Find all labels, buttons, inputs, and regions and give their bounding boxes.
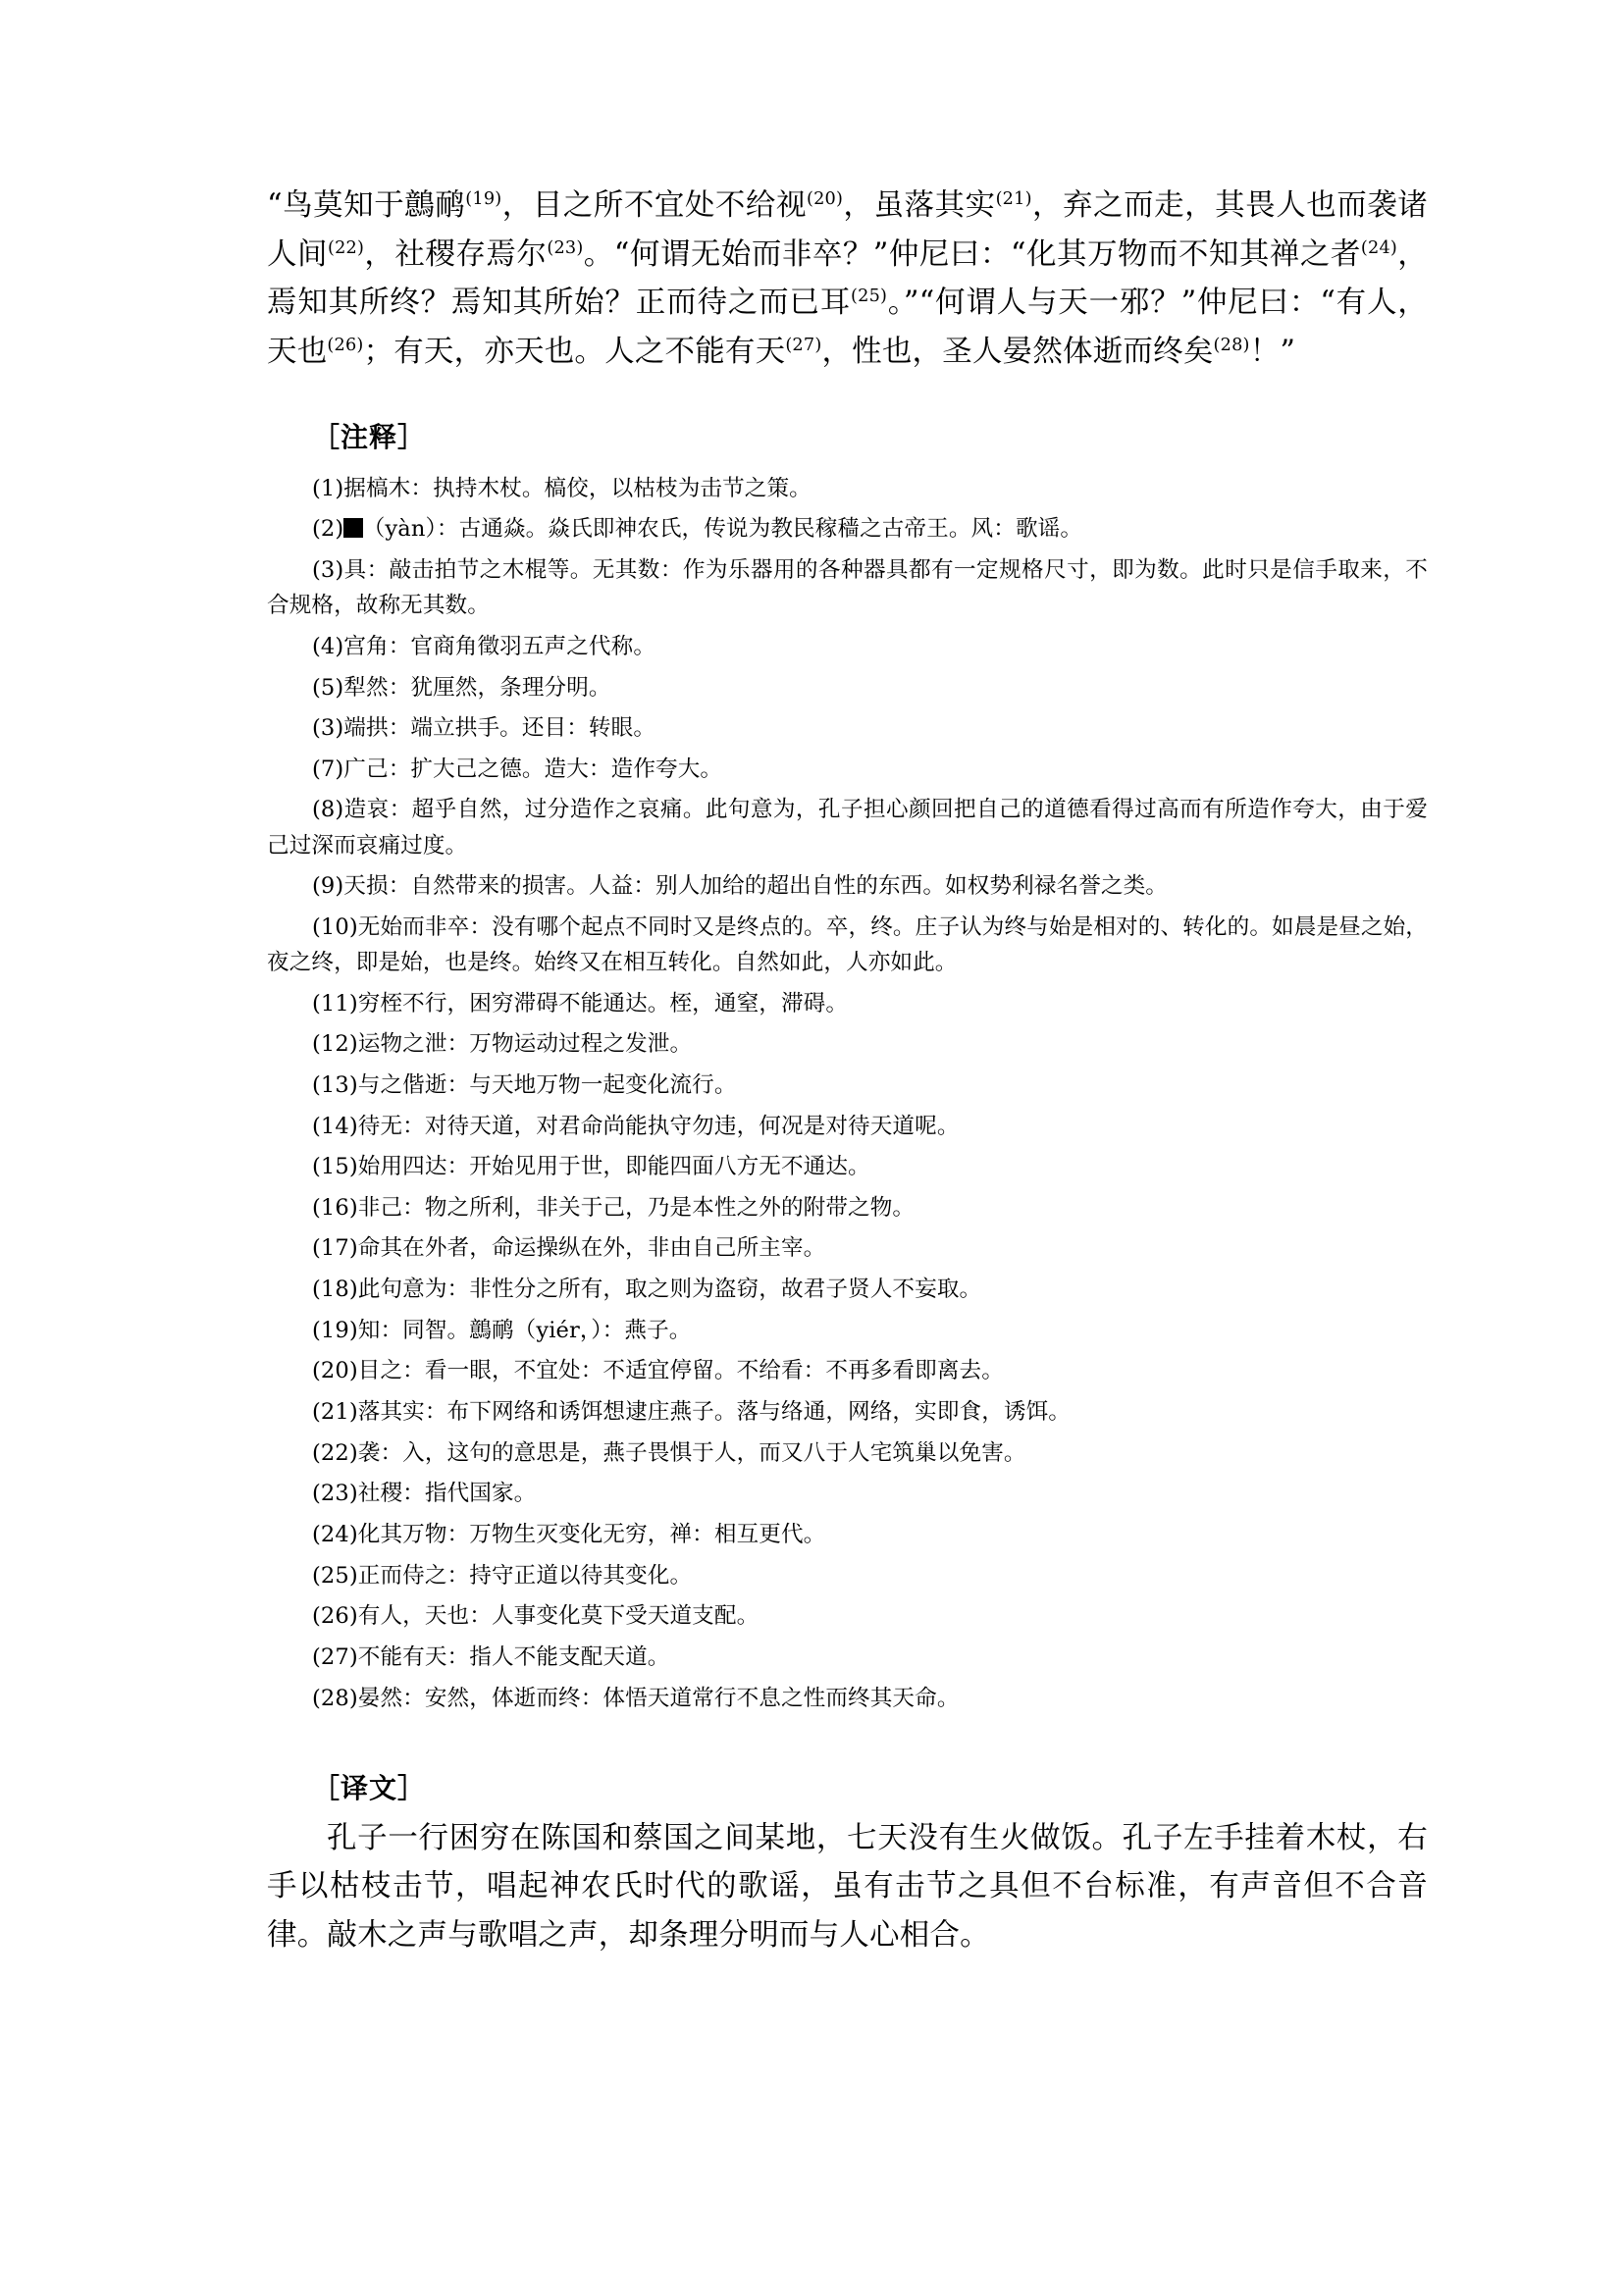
notes-list <box>267 471 1428 1716</box>
note-item: (20)目之：看一眼，不宜处：不适宜停留。不给看：不再多看即离去。 <box>312 1358 1004 1384</box>
footnote-marker: (27) <box>785 335 822 355</box>
note-item: (14)待无：对待天道，对君命尚能执守勿违，何况是对待天道呢。 <box>312 1113 960 1139</box>
black-box-glyph <box>343 518 362 537</box>
note-text: （yàn）：古通焱。焱氏即神农氏，传说为教民稼穑之古帝王。风：歌谣。 <box>362 516 1083 543</box>
note-item: (24)化其万物：万物生灭变化无穷，禅：相互更代。 <box>312 1521 826 1547</box>
note-item: (19)知：同智。鷾鸸（yiér，）：燕子。 <box>312 1317 692 1343</box>
note-item: (3)端拱：端立拱手。还目：转眼。 <box>312 715 656 742</box>
note-item: (25)正而侍之：持守正道以待其变化。 <box>312 1562 693 1589</box>
footnote-marker: (19) <box>465 188 502 209</box>
note-item: (12)运物之泄：万物运动过程之发泄。 <box>312 1031 693 1058</box>
footnote-marker: (24) <box>1360 237 1398 258</box>
passage-text: ，社稷存焉尔 <box>364 236 548 272</box>
note-item: (1)据槁木：执持木杖。槁佼，以枯枝为击节之策。 <box>312 475 812 501</box>
note-item: (5)犁然：犹厘然，条理分明。 <box>312 674 611 701</box>
passage-text: ，虽落其实 <box>843 188 996 223</box>
note-item <box>267 511 1428 547</box>
passage-text: ！” <box>1249 335 1296 370</box>
note-item: (11)穷桎不行，困穷滞碍不能通达。桎，通窒，滞碍。 <box>312 990 849 1017</box>
footnote-marker: (23) <box>547 237 584 258</box>
note-item: (3)具：敲击拍节之木棍等。无其数：作为乐器用的各种器具都有一定规格尺寸，即为数。此时只是信手取来，不合规格，故称无其数。 <box>267 557 1428 619</box>
note-text: (2) <box>312 516 344 543</box>
note-item: (10)无始而非卒：没有哪个起点不同时又是终点的。卒，终。庄子认为终与始是相对的、转化的。如晨是昼之始，夜之终，即是始，也是终。始终又在相互转化。自然如此，人亦如此。 <box>267 913 1428 975</box>
passage-text: ；有天，亦天也。人之不能有天 <box>363 335 786 370</box>
note-item: (23)社稷：指代国家。 <box>312 1481 537 1507</box>
note-item: (21)落其实：布下网络和诱饵想逮庄燕子。落与络通，网络，实即食，诱饵。 <box>312 1399 1071 1426</box>
passage-text: ，弃之而走，其畏人也而袭诸人间 <box>267 188 1429 272</box>
footnote-marker: (22) <box>328 237 365 258</box>
note-item: (15)始用四达：开始见用于世，即能四面八方无不通达。 <box>312 1154 870 1180</box>
note-item: (9)天损：自然带来的损害。人益：别人加给的超出自性的东西。如权势利禄名誉之类。 <box>312 873 1168 900</box>
notes-heading: ［注释］ <box>312 420 427 453</box>
footnote-marker: (28) <box>1213 335 1250 355</box>
passage-text: 。”“何谓人与天一邪？”仲尼曰：“有人，天也 <box>267 286 1428 370</box>
note-item: (7)广己：扩大己之德。造大：造作夸大。 <box>312 756 723 782</box>
passage-text: “鸟莫知于鷾鸸 <box>267 188 466 223</box>
passage-text: ，焉知其所终？焉知其所始？正而待之而已耳 <box>267 236 1429 321</box>
translation-paragraph: 孔子一行困穷在陈国和蔡国之间某地，七天没有生火做饭。孔子左手挂着木杖，右手以枯枝击节，唱起神农氏时代的歌谣，虽有击节之具但不台标准，有声音但不合音律。敲木之声与歌唱之声，却条理分明而与人心相合。 <box>267 1820 1428 1954</box>
footnote-marker: (20) <box>806 188 844 209</box>
note-item: (28)晏然：安然，体逝而终：体悟天道常行不息之性而终其天命。 <box>312 1685 960 1711</box>
translation-heading: ［译文］ <box>312 1771 427 1804</box>
note-item: (16)非己：物之所利，非关于己，乃是本性之外的附带之物。 <box>312 1194 916 1221</box>
footnote-marker: (25) <box>851 287 888 307</box>
quoted-passage <box>267 182 1428 377</box>
footnote-marker: (21) <box>995 188 1032 209</box>
note-item: (22)袭：入，这句的意思是，燕子畏惧于人，而又八于人宅筑巢以免害。 <box>312 1439 1026 1466</box>
passage-text: 。“何谓无始而非卒？”仲尼曰：“化其万物而不知其禅之者 <box>583 236 1361 272</box>
note-item: (18)此句意为：非性分之所有，取之则为盗窃，故君子贤人不妄取。 <box>312 1277 982 1303</box>
passage-text: ，性也，圣人晏然体逝而终矣 <box>821 335 1214 370</box>
note-item: (27)不能有天：指人不能支配天道。 <box>312 1643 670 1670</box>
passage-text: ，目之所不宜处不给视 <box>501 188 807 223</box>
note-item: (17)命其在外者，命运操纵在外，非由自己所主宰。 <box>312 1235 826 1262</box>
footnote-marker: (26) <box>327 335 364 355</box>
note-item: (4)宫角：官商角徵羽五声之代称。 <box>312 633 656 659</box>
note-item: (8)造哀：超乎自然，过分造作之哀痛。此句意为，孔子担心颜回把自己的道德看得过高而有所造作夸大，由于爱己过深而哀痛过度。 <box>267 797 1428 859</box>
note-item: (13)与之偕逝：与天地万物一起变化流行。 <box>312 1071 737 1098</box>
note-item: (26)有人，天也：人事变化莫下受天道支配。 <box>312 1603 760 1630</box>
